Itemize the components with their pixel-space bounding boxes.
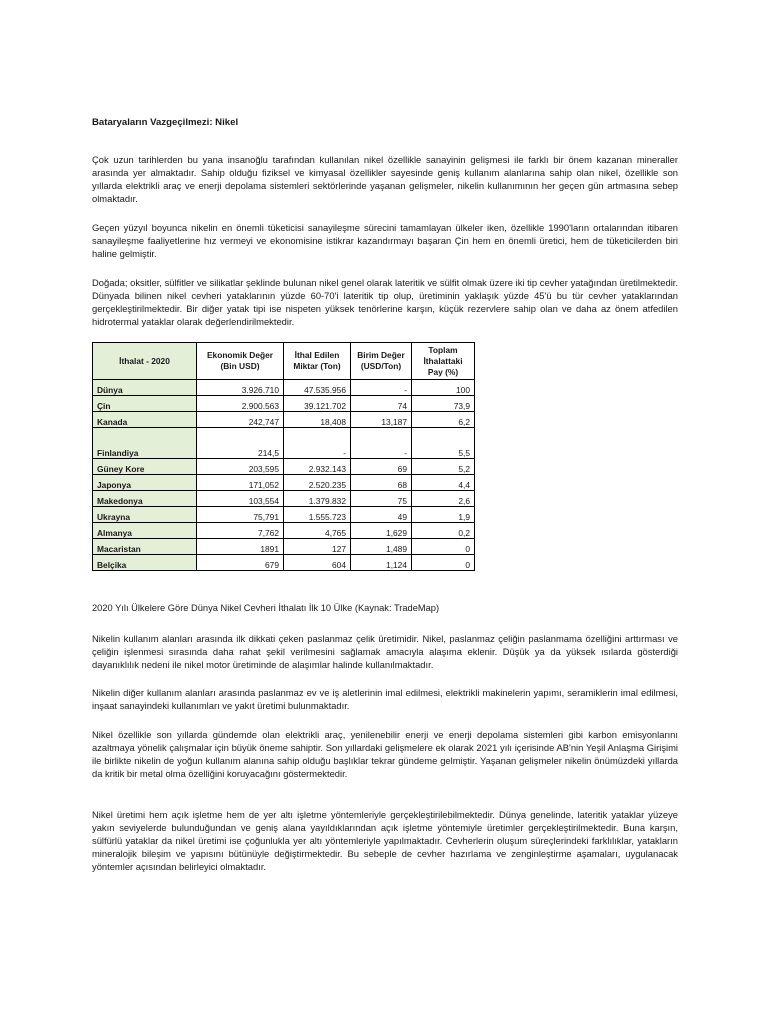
cell-share: 0,2 xyxy=(412,523,475,539)
cell-economic-value: 75,791 xyxy=(197,507,284,523)
nickel-import-table xyxy=(92,342,475,571)
cell-unit-value: - xyxy=(351,428,412,459)
cell-economic-value: 3.926.710 xyxy=(197,380,284,396)
paragraph-intro-2: Geçen yüzyıl boyunca nikelin en önemli tüketicisi sanayileşme sürecini tamamlayan ülkeler iken, özellikle 1990'ların ortalarından itibaren sanayileşme faaliyetlerine hız vermeyi ve ekonomisine istikrar kazandırmayı başaran Çin hem en önemli üretici, hem de tüketicilerden biri haline gelmiştir. xyxy=(92,222,678,260)
cell-share: 6,2 xyxy=(412,412,475,428)
cell-economic-value: 2.900.563 xyxy=(197,396,284,412)
table-caption: 2020 Yılı Ülkelere Göre Dünya Nikel Cevheri İthalatı İlk 10 Ülke (Kaynak: TradeMap) xyxy=(92,603,440,613)
cell-unit-value: 68 xyxy=(351,475,412,491)
document-title: Bataryaların Vazgeçilmezi: Nikel xyxy=(92,117,239,128)
cell-quantity: 127 xyxy=(284,539,351,555)
cell-unit-value: 13,187 xyxy=(351,412,412,428)
cell-share: 5,2 xyxy=(412,459,475,475)
column-header-quantity: İthal Edilen Miktar (Ton) xyxy=(284,343,351,380)
cell-country: Kanada xyxy=(93,412,197,428)
cell-share: 4,4 xyxy=(412,475,475,491)
cell-quantity: - xyxy=(284,428,351,459)
cell-economic-value: 103,554 xyxy=(197,491,284,507)
cell-quantity: 604 xyxy=(284,555,351,571)
cell-quantity: 2.520.235 xyxy=(284,475,351,491)
cell-share: 1,9 xyxy=(412,507,475,523)
cell-economic-value: 679 xyxy=(197,555,284,571)
table-row xyxy=(93,539,475,555)
cell-country: Japonya xyxy=(93,475,197,491)
column-header-economic-value: Ekonomik Değer (Bin USD) xyxy=(197,343,284,380)
paragraph-body-1: Nikelin kullanım alanları arasında ilk dikkati çeken paslanmaz çelik üretimidir. Nikel, paslanmaz çeliğin paslanmama özelliğini arttırması ve çeliğin işlenmesi sırasında daha rahat şekil verilmesini sağlamak amacıyla alaşıma eklenir. Düşük ya da yüksek ısılarda gösterdiği dayanıklılık nedeni ile nikel motor üretiminde de alaşımlar halinde kullanılmaktadır. xyxy=(92,633,678,671)
cell-unit-value: 74 xyxy=(351,396,412,412)
cell-country: Dünya xyxy=(93,380,197,396)
cell-quantity: 1.379.832 xyxy=(284,491,351,507)
table-row xyxy=(93,523,475,539)
cell-unit-value: 1,629 xyxy=(351,523,412,539)
cell-unit-value: 75 xyxy=(351,491,412,507)
cell-economic-value: 242,747 xyxy=(197,412,284,428)
table-row xyxy=(93,380,475,396)
table-row xyxy=(93,396,475,412)
cell-unit-value: - xyxy=(351,380,412,396)
cell-economic-value: 1891 xyxy=(197,539,284,555)
paragraph-body-3: Nikel özellikle son yıllarda gündemde olan elektrikli araç, yenilenebilir enerji ve enerji depolama sistemleri gibi karbon emisyonlarını azaltmaya yönelik çalışmalar için büyük öneme sahiptir. Son yıllardaki gelişmelere ek olarak 2021 yılı içerisinde AB'nin Yeşil Anlaşma Girişimi ile birlikte nikelin de yoğun kullanım alanına sahip olduğu başlıklar tekrar gündeme gelmiştir. Yaşanan gelişmeler nikelin önümüzdeki yıllarda da kritik bir metal olma özelliğini koruyacağını göstermektedir. xyxy=(92,729,678,780)
cell-country: Almanya xyxy=(93,523,197,539)
column-header-share: Toplam İthalattaki Pay (%) xyxy=(412,343,475,380)
cell-country: Ukrayna xyxy=(93,507,197,523)
table-row xyxy=(93,491,475,507)
table-row xyxy=(93,412,475,428)
table-header-row xyxy=(93,343,475,380)
cell-quantity: 39.121.702 xyxy=(284,396,351,412)
paragraph-intro-3: Doğada; oksitler, sülfitler ve silikatlar şeklinde bulunan nikel genel olarak lateritik ve sülfit olmak üzere iki tip cevher yatağından üretilmektedir. Dünyada bilinen nikel cevheri yataklarının yüzde 60-70'i lateritik tip olup, üretiminin yaklaşık yüzde 45'ü bu tür cevher yataklarından gerçekleştirilmektedir. Bir diğer yatak tipi ise nispeten yüksek tenörlerine karşın, küçük rezervlere sahip olan ve daha az önem atfedilen hidrotermal yataklar olarak değerlendirilmektedir. xyxy=(92,277,678,328)
cell-country: Macaristan xyxy=(93,539,197,555)
cell-unit-value: 1,489 xyxy=(351,539,412,555)
table-row xyxy=(93,459,475,475)
cell-quantity: 47.535.956 xyxy=(284,380,351,396)
cell-share: 2,6 xyxy=(412,491,475,507)
cell-share: 0 xyxy=(412,539,475,555)
paragraph-intro-1: Çok uzun tarihlerden bu yana insanoğlu tarafından kullanılan nikel özellikle sanayinin gelişmesi ile farklı bir önem kazanan mineraller arasında yer almaktadır. Sahip olduğu fiziksel ve kimyasal özellikler sayesinde geniş kullanım alanlarına sahip olan nikel, özellikle son yıllarda elektrikli araç ve enerji depolama sistemleri sektörlerinde yaşanan gelişmeler, nikelin kullanımının her geçen gün artmasına sebep olmaktadır. xyxy=(92,154,678,205)
cell-unit-value: 1,124 xyxy=(351,555,412,571)
table-row xyxy=(93,507,475,523)
cell-unit-value: 69 xyxy=(351,459,412,475)
cell-country: Çin xyxy=(93,396,197,412)
cell-share: 73,9 xyxy=(412,396,475,412)
cell-economic-value: 171,052 xyxy=(197,475,284,491)
cell-economic-value: 7,762 xyxy=(197,523,284,539)
table-row xyxy=(93,428,475,459)
paragraph-body-2: Nikelin diğer kullanım alanları arasında paslanmaz ev ve iş aletlerinin imal edilmesi, elektrikli makinelerin yapımı, seramiklerin imal edilmesi, inşaat sanayindeki kullanımları ve yakıt üretimi bulunmaktadır. xyxy=(92,687,678,712)
cell-economic-value: 203,595 xyxy=(197,459,284,475)
cell-share: 5,5 xyxy=(412,428,475,459)
column-header-unit-value: Birim Değer (USD/Ton) xyxy=(351,343,412,380)
paragraph-body-4: Nikel üretimi hem açık işletme hem de yer altı işletme yöntemleriyle gerçekleştirilebilmektedir. Dünya genelinde, lateritik yataklar yüzeye yakın seviyelerde bulunduğundan ve geniş alana yayıldıklarından açık işletme yöntemiyle üretimler gerçekleştirilmektedir. Buna karşın, sülfürlü yataklar da nikel üretimi ise çoğunlukla yer altı yöntemleriyle yapılmaktadır. Cevherlerin oluşum süreçlerindeki farklılıklar, yatakların mineralojik bileşim ve yapısını bütünüyle değiştirmektedir. Bu sebeple de cevher hazırlama ve zenginleştirme aşamaları, uygulanacak yöntemler açısından belirleyici olmaktadır. xyxy=(92,809,678,873)
cell-unit-value: 49 xyxy=(351,507,412,523)
cell-share: 0 xyxy=(412,555,475,571)
cell-quantity: 18,408 xyxy=(284,412,351,428)
cell-country: Güney Kore xyxy=(93,459,197,475)
cell-quantity: 2.932.143 xyxy=(284,459,351,475)
table-row xyxy=(93,555,475,571)
table-row xyxy=(93,475,475,491)
cell-economic-value: 214,5 xyxy=(197,428,284,459)
cell-quantity: 4,765 xyxy=(284,523,351,539)
cell-country: Finlandiya xyxy=(93,428,197,459)
cell-share: 100 xyxy=(412,380,475,396)
cell-country: Belçika xyxy=(93,555,197,571)
cell-quantity: 1.555.723 xyxy=(284,507,351,523)
cell-country: Makedonya xyxy=(93,491,197,507)
column-header-country: İthalat - 2020 xyxy=(93,343,197,380)
